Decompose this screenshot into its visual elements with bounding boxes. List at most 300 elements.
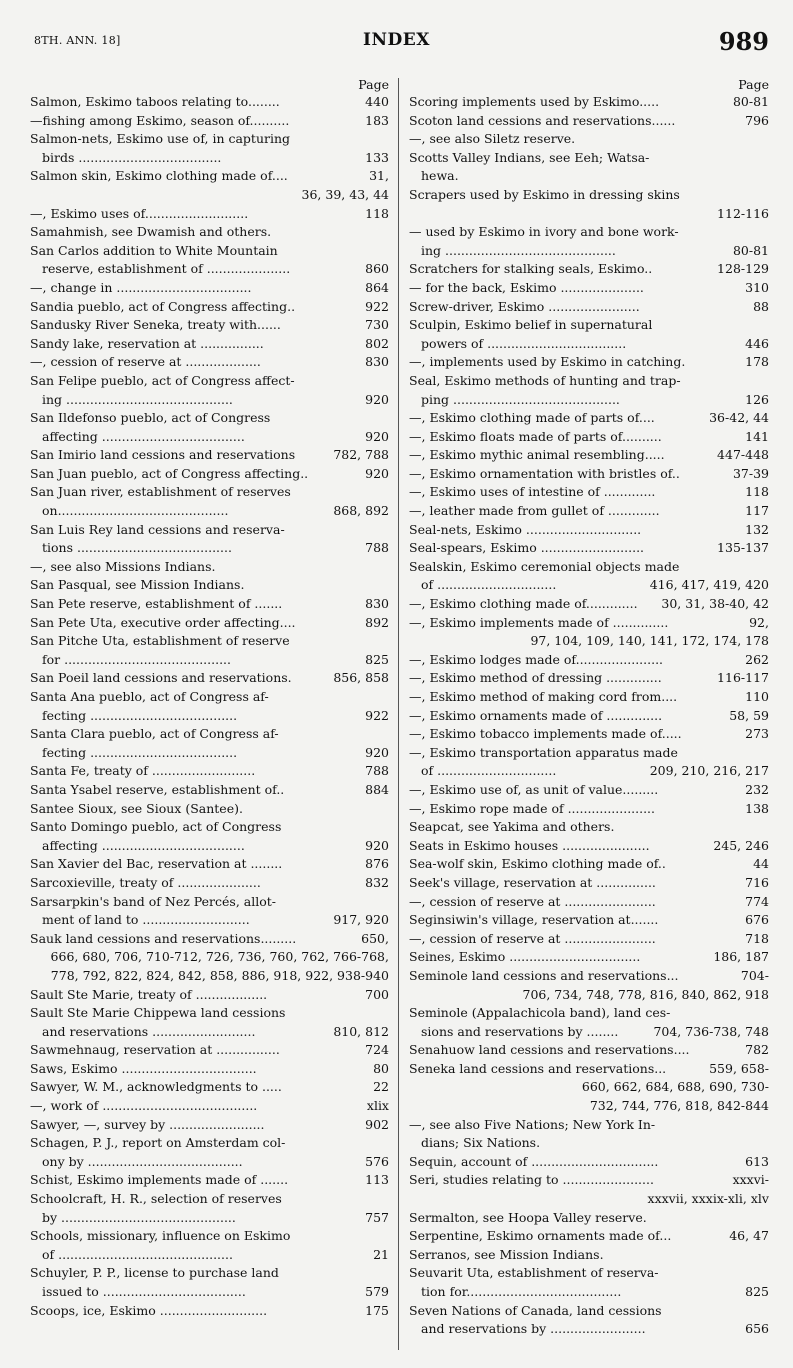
index-entry-line [30,465,389,484]
entry-page-ref: 118 [365,205,389,221]
entry-text: —, Eskimo lodges made of...................... [409,651,664,667]
index-entry-line [30,446,389,465]
index-entry-line [30,353,389,372]
entry-text: San Luis Rey land cessions and reserva- [30,521,285,537]
index-entry-line [30,1209,389,1228]
page-number: 989 [718,27,769,56]
index-entry-line [30,1302,389,1321]
index-entry-line [409,335,769,354]
entry-page-ref: 704, 736-738, 748 [653,1023,769,1039]
entry-page-ref: 917, 920 [333,912,389,928]
entry-text: Sealskin, Eskimo ceremonial objects made [409,558,680,574]
entry-text: Sault Ste Marie, treaty of .................. [30,986,268,1002]
index-entry-line [30,1060,389,1079]
entry-text: — used by Eskimo in ivory and bone work- [409,224,679,240]
entry-page-ref: 80-81 [732,242,769,258]
entry-text: issued to .................................... [42,1284,246,1299]
index-entry [409,911,769,930]
entry-text: Senahuow land cessions and reservations.... [409,1042,690,1058]
index-entry [30,632,389,669]
index-entry-line [409,1320,769,1339]
entry-page-ref: 730 [365,317,389,333]
entry-page-ref: 700 [365,986,389,1002]
index-entry [30,1264,389,1301]
entry-text: —, Eskimo mythic animal resembling..... [409,447,665,463]
entry-page-ref: 273 [745,726,769,742]
entry-text: —, Eskimo uses of.......................... [30,205,249,221]
index-entry-line [409,112,769,131]
entry-text: —, see also Missions Indians. [30,558,216,574]
running-head-title: INDEX [363,30,430,50]
index-entry-line [30,260,389,279]
entry-text: Seek's village, reservation at ............... [409,874,656,890]
index-entry [30,986,389,1005]
entry-page-ref: 36-42, 44 [709,410,769,426]
index-entry [30,874,389,893]
index-entry [409,1209,769,1228]
index-entry [409,781,769,800]
entry-page-ref: 868, 892 [333,503,389,519]
index-entry-line [409,502,769,521]
index-entry [30,1171,389,1190]
entry-page-ref: 782, 788 [333,447,389,463]
entry-page-ref: 810, 812 [333,1023,389,1039]
index-entry-line [409,837,769,856]
index-entry [30,1078,389,1097]
entry-page-ref: xlix [366,1098,389,1114]
index-entry [409,353,769,372]
index-entry [409,1264,769,1301]
index-entry [30,353,389,372]
index-entry-line [30,223,389,242]
index-entry-line [30,1023,389,1042]
entry-text: San Pasqual, see Mission Indians. [30,577,245,593]
index-entry-line [409,558,769,577]
entry-page-ref: 830 [365,596,389,612]
entry-text: —, Eskimo transportation apparatus made [409,744,678,760]
index-entry-line [30,1116,389,1135]
index-entry [30,316,389,335]
entry-text: —, Eskimo method of dressing .............. [409,670,662,686]
entry-text: San Xavier del Bac, reservation at ........ [30,856,283,872]
index-entry-line [409,1116,769,1135]
index-entry [30,800,389,819]
index-entry-line [409,614,769,633]
index-entry-line [409,93,769,112]
index-entry-line [30,539,389,558]
entry-text: Seven Nations of Canada, land cessions [409,1302,662,1318]
index-entry-line: xxxvii, xxxix-xli, xlv [647,1191,769,1207]
entry-text: Salmon, Eskimo taboos relating to........ [30,94,280,109]
entry-text: ing .......................................... [42,391,233,407]
index-entry-line [409,911,769,930]
entry-page-ref: 232 [745,781,769,797]
entry-text: Sermalton, see Hoopa Valley reserve. [409,1209,647,1225]
entry-page-ref: 704- [740,967,769,983]
index-entry [409,186,769,223]
index-entry [409,260,769,279]
entry-text: —, see also Five Nations; New York In- [409,1116,656,1132]
entry-text: Seal, Eskimo methods of hunting and trap- [409,372,681,388]
index-entry-line [409,186,769,205]
index-entry-line [30,167,389,186]
index-entry [409,1302,769,1339]
entry-page-ref: 128-129 [717,261,769,277]
entry-text: ony by ....................................... [42,1153,243,1169]
entry-text: Santa Ysabel reserve, establishment of.. [30,781,285,797]
index-entry-line [409,781,769,800]
index-entry-line [30,93,389,112]
index-entry [409,1171,769,1208]
entry-text: Sequin, account of ................................ [409,1153,659,1169]
entry-page-ref: 920 [365,744,389,760]
entry-page-ref: 22 [373,1079,389,1095]
index-entry [30,781,389,800]
index-entry-line [409,1264,769,1283]
entry-text: —, Eskimo method of making cord from.... [409,689,678,704]
entry-text: Sault Ste Marie Chippewa land cessions [30,1005,286,1021]
index-entry-line [30,1153,389,1172]
entry-text: Sarcoxieville, treaty of ..................... [30,874,261,890]
index-entry [409,930,769,949]
index-entry-line [409,483,769,502]
entry-text: Samahmish, see Dwamish and others. [30,224,272,240]
entry-text: Schoolcraft, H. R., selection of reserves [30,1191,282,1207]
index-entry [409,595,769,614]
entry-page-ref: 860 [365,261,389,277]
entry-page-ref: 132 [745,521,769,537]
index-entry-line [30,800,389,819]
entry-text: Santa Ana pueblo, act of Congress af- [30,689,269,704]
index-entry-line [409,930,769,949]
entry-page-ref: 559, 658- [709,1060,769,1076]
entry-text: —, work of ....................................... [30,1098,258,1114]
entry-text: reserve, establishment of ..................... [42,261,291,277]
index-entry-line [409,688,769,707]
entry-text: —, leather made from gullet of ............. [409,503,660,519]
entry-page-ref: 579 [365,1284,389,1299]
entry-text: San Imirio land cessions and reservations [30,447,296,463]
entry-text: Scratchers for stalking seals, Eskimo.. [409,261,653,277]
index-entry-line [30,1078,389,1097]
entry-text: ing ........................................... [421,242,616,258]
index-entry [30,893,389,930]
entry-text: Serranos, see Mission Indians. [409,1246,604,1262]
index-entry-line [30,595,389,614]
entry-page-ref: 922 [365,707,389,723]
index-entry [30,521,389,558]
index-entry-line [409,446,769,465]
entry-page-ref: 864 [365,279,389,295]
index-entry [409,1060,769,1116]
entry-page-ref: 440 [365,94,389,109]
index-entry [409,558,769,595]
index-entries [409,93,769,1339]
entry-page-ref: 135-137 [717,540,769,556]
entry-page-ref: 141 [745,428,769,444]
index-entry-line [409,409,769,428]
entry-text: —, Eskimo ornaments made of .............. [409,707,663,723]
index-entry-line [409,893,769,912]
entry-text: —, Eskimo clothing made of parts of.... [409,410,655,426]
index-entry-line [30,112,389,131]
index-entry [30,725,389,762]
entry-text: Seri, studies relating to ....................... [409,1172,654,1188]
entry-page-ref: 209, 210, 216, 217 [649,763,769,779]
entry-text: Sawyer, W. M., acknowledgments to ..... [30,1079,282,1095]
index-entry [409,1227,769,1246]
index-entry-line [30,707,389,726]
index-entry [409,465,769,484]
index-entry-line [409,1153,769,1172]
entry-text: Schist, Eskimo implements made of ....... [30,1172,289,1188]
entry-text: Sarsarpkin's band of Nez Percés, allot- [30,893,276,909]
index-entries [30,93,389,1320]
index-entry-line [30,855,389,874]
entry-page-ref: 676 [745,912,769,928]
page-column-label: Page [358,77,389,92]
entry-text: and reservations .......................... [42,1023,256,1039]
entry-text: Saws, Eskimo .................................. [30,1060,257,1076]
entry-text: sions and reservations by ........ [421,1023,619,1039]
index-entry [409,669,769,688]
index-entry-line [30,502,389,521]
entry-page-ref: 902 [365,1116,389,1132]
index-entry-line: 660, 662, 684, 688, 690, 730- [581,1079,769,1095]
index-entry [409,948,769,967]
index-entry-line [409,316,769,335]
index-entry [30,483,389,520]
entry-page-ref: 832 [365,874,389,890]
index-entry-line [30,930,389,949]
entry-page-ref: 892 [365,614,389,630]
entry-page-ref: 117 [745,503,769,519]
entry-page-ref: 116-117 [717,670,769,686]
index-entry-line [409,669,769,688]
entry-page-ref: 58, 59 [729,707,769,723]
page-column-label: Page [738,77,769,92]
entry-page-ref: 782 [745,1042,769,1058]
running-head-left: 8TH. ANN. 18] [34,34,121,47]
entry-text: San Poeil land cessions and reservations. [30,670,292,686]
entry-text: San Juan river, establishment of reserves [30,484,291,500]
entry-page-ref: 310 [745,279,769,295]
entry-text: Santa Fe, treaty of .......................... [30,763,256,779]
index-entry-line [30,428,389,447]
entry-text: Santo Domingo pueblo, act of Congress [30,819,282,835]
entry-page-ref: 186, 187 [713,949,769,965]
index-entry [30,1004,389,1041]
entry-text: Screw-driver, Eskimo ....................... [409,298,640,314]
index-entry-line [409,707,769,726]
index-entry [409,539,769,558]
entry-text: Serpentine, Eskimo ornaments made of... [409,1228,672,1244]
index-entry-line [409,1302,769,1321]
entry-text: affecting .................................... [42,837,245,853]
index-column-left [30,76,389,1320]
entry-text: tions ....................................... [42,540,232,556]
index-entry [409,1004,769,1041]
entry-text: Sauk land cessions and reservations......... [30,930,297,946]
entry-page-ref: 133 [365,149,389,165]
entry-text: Santee Sioux, see Sioux (Santee). [30,800,243,816]
index-entry-line [30,1283,389,1302]
index-entry-line [30,986,389,1005]
entry-page-ref: 138 [745,800,769,816]
index-entry-line: 97, 104, 109, 140, 141, 172, 174, 178 [530,633,769,649]
entry-text: —, Eskimo use of, as unit of value......... [409,781,659,797]
index-entry [30,614,389,633]
index-entry-line [30,335,389,354]
index-entry-line [409,465,769,484]
index-entry [30,688,389,725]
entry-page-ref: 37-39 [732,465,769,481]
index-entry-line [409,948,769,967]
index-entry-line [30,1227,389,1246]
index-entry-line [30,1134,389,1153]
index-entry-line [409,1283,769,1302]
entry-page-ref: 825 [745,1284,769,1299]
entry-text: of .............................. [421,577,557,593]
index-entry [30,1134,389,1171]
index-entry-line [30,669,389,688]
entry-text: Seginsiwin's village, reservation at....... [409,912,659,928]
entry-page-ref: 825 [365,651,389,667]
entry-page-ref: 46, 47 [729,1228,769,1244]
index-entry [409,1246,769,1265]
index-column-right [409,76,769,1339]
index-entry [409,725,769,744]
index-entry-line [30,893,389,912]
index-entry [409,1153,769,1172]
entry-page-ref: 802 [365,335,389,351]
entry-text: Salmon skin, Eskimo clothing made of.... [30,168,288,184]
index-entry [409,707,769,726]
index-entry-line [30,1190,389,1209]
index-entry-line [30,205,389,224]
index-entry-line [409,353,769,372]
index-entry-line: 706, 734, 748, 778, 816, 840, 862, 918 [522,986,769,1002]
entry-text: Scoops, ice, Eskimo ........................... [30,1302,268,1318]
entry-page-ref: 830 [365,354,389,370]
entry-text: dians; Six Nations. [421,1135,541,1151]
entry-text: San Juan pueblo, act of Congress affecting.. [30,465,309,481]
entry-page-ref: 30, 31, 38-40, 42 [661,596,769,612]
entry-text: tion for....................................... [421,1284,622,1299]
index-entry-line [409,298,769,317]
index-entry [409,614,769,651]
index-entry-line [30,744,389,763]
entry-text: Sculpin, Eskimo belief in supernatural [409,317,653,333]
entry-text: Sawmehnaug, reservation at ................ [30,1042,280,1058]
index-entry-line [409,818,769,837]
entry-page-ref: 757 [365,1209,389,1225]
entry-text: —, Eskimo implements made of .............. [409,614,669,630]
entry-page-ref: 884 [365,781,389,797]
index-entry [30,1302,389,1321]
entry-text: Seneka land cessions and reservations... [409,1060,667,1076]
entry-text: fecting ..................................... [42,707,238,723]
index-entry [30,223,389,242]
entry-text: San Pete Uta, executive order affecting.... [30,614,296,630]
index-entry [409,130,769,149]
index-entry-line [409,260,769,279]
index-entry-line [30,837,389,856]
entry-text: Salmon-nets, Eskimo use of, in capturing [30,131,291,147]
entry-text: —, cession of reserve at ................... [30,354,261,370]
index-entry-line [30,391,389,410]
entry-page-ref: 716 [745,874,769,890]
index-entry-line [409,1227,769,1246]
index-entry-line [409,1004,769,1023]
entry-text: Schagen, P. J., report on Amsterdam col- [30,1135,286,1151]
entry-text: —, Eskimo uses of intestine of ............. [409,484,656,500]
index-entry-line [409,149,769,168]
index-entry-line [30,818,389,837]
index-entry [30,298,389,317]
entry-text: Schuyler, P. P., license to purchase land [30,1265,279,1281]
entry-text: Santa Clara pueblo, act of Congress af- [30,726,279,742]
entry-page-ref: 88 [753,298,769,314]
entry-text: —, Eskimo rope made of ...................... [409,800,656,816]
entry-text: San Carlos addition to White Mountain [30,242,278,258]
index-entry [409,874,769,893]
entry-text: —fishing among Eskimo, season of.......... [30,112,290,128]
index-entry [409,112,769,131]
index-entry-line [30,483,389,502]
entry-text: fecting ..................................... [42,744,238,760]
entry-text: for .......................................... [42,651,231,667]
index-entry [30,279,389,298]
entry-page-ref: 44 [753,856,769,872]
index-entry [30,465,389,484]
index-entry [30,930,389,986]
index-entry-line [30,558,389,577]
entry-text: —, cession of reserve at ....................... [409,893,656,909]
index-entry [409,428,769,447]
index-entry-line [409,428,769,447]
entry-text: Sawyer, —, survey by ........................ [30,1116,265,1132]
index-entry-line: 666, 680, 706, 710-712, 726, 736, 760, 762, 766-768, [50,949,389,965]
index-entry-line [409,391,769,410]
entry-page-ref: 856, 858 [333,670,389,686]
index-entry-line [409,1171,769,1190]
index-entry [409,446,769,465]
index-entry [30,855,389,874]
index-entry-line [30,1171,389,1190]
entry-text: —, Eskimo tobacco implements made of..... [409,726,682,742]
entry-page-ref: 262 [745,651,769,667]
index-entry-line [409,1209,769,1228]
index-entry-line [30,576,389,595]
entry-page-ref: 126 [745,391,769,407]
index-entry [30,1060,389,1079]
entry-page-ref: 920 [365,391,389,407]
index-entry-line [30,1004,389,1023]
index-entry [30,1227,389,1264]
entry-text: Sandusky River Seneka, treaty with...... [30,317,281,333]
index-entry-line [30,911,389,930]
entry-text: Seminole land cessions and reservations... [409,967,679,983]
entry-page-ref: 876 [365,856,389,872]
index-entry-line [30,521,389,540]
index-entry-line [30,242,389,261]
index-entry-line [409,725,769,744]
index-entry-line [30,1246,389,1265]
index-entry [30,335,389,354]
index-entry [30,595,389,614]
index-entry [409,837,769,856]
